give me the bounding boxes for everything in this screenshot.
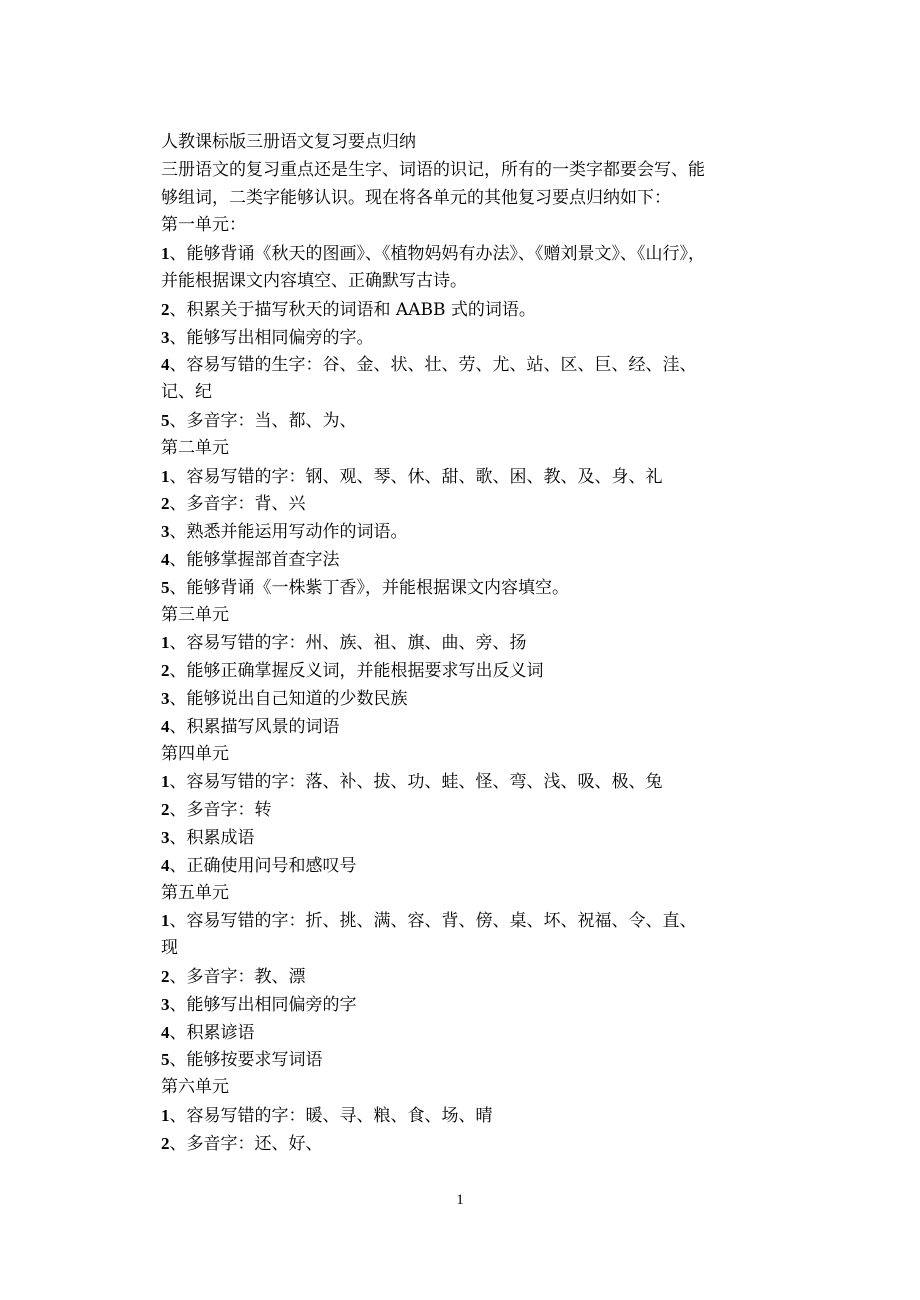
item-number: 5 xyxy=(161,1050,170,1070)
list-item xyxy=(161,629,771,657)
item-number: 1 xyxy=(161,1105,170,1125)
list-item xyxy=(161,713,771,741)
list-item xyxy=(161,1102,771,1130)
list-item xyxy=(161,685,771,713)
item-number: 4 xyxy=(161,716,170,736)
item-number: 5 xyxy=(161,577,170,597)
item-number: 4 xyxy=(161,1022,170,1042)
item-text: 、积累谚语 xyxy=(169,1022,255,1043)
item-number: 4 xyxy=(161,855,170,875)
list-item xyxy=(161,907,771,935)
item-text: 、容易写错的生字：谷、金、状、壮、劳、尤、站、区、巨、经、洼、 xyxy=(169,355,697,376)
item-text: 、多音字：教、漂 xyxy=(169,966,306,987)
item-text: 、容易写错的字：州、族、祖、旗、曲、旁、扬 xyxy=(169,633,527,654)
item-number: 2 xyxy=(161,1133,170,1153)
list-item xyxy=(161,324,771,352)
unit-heading: 第三单元 xyxy=(161,604,229,625)
unit-heading: 第二单元 xyxy=(161,437,229,458)
list-item xyxy=(161,768,771,796)
unit-heading: 第一单元： xyxy=(161,215,246,236)
unit-heading: 第五单元 xyxy=(161,882,229,903)
item-number: 2 xyxy=(161,299,170,319)
list-item xyxy=(161,518,771,546)
item-number: 3 xyxy=(161,327,170,347)
item-number: 2 xyxy=(161,494,170,514)
list-item xyxy=(161,852,771,880)
list-item xyxy=(161,240,771,268)
item-text: 、容易写错的字：折、挑、满、容、背、傍、桌、坏、祝福、令、直、 xyxy=(169,911,697,932)
item-number: 1 xyxy=(161,244,170,264)
item-text: 、积累描写风景的词语 xyxy=(169,716,340,737)
list-item xyxy=(161,963,771,991)
list-item xyxy=(161,407,771,435)
item-text: 、能够写出相同偏旁的字 xyxy=(169,994,357,1015)
list-item xyxy=(161,351,771,379)
item-number: 5 xyxy=(161,410,170,430)
item-number: 4 xyxy=(161,549,170,569)
item-text: 、容易写错的字：暖、寻、粮、食、场、晴 xyxy=(169,1105,493,1126)
item-text: 、多音字：背、兴 xyxy=(169,494,306,515)
intro-line: 三册语文的复习重点还是生字、词语的识记，所有的一类字都要会写、能 xyxy=(161,159,705,180)
item-text: 、能够掌握部首查字法 xyxy=(169,549,340,570)
list-item xyxy=(161,796,771,824)
item-text: 、能够写出相同偏旁的字。 xyxy=(169,327,374,348)
item-number: 3 xyxy=(161,522,170,542)
item-number: 3 xyxy=(161,827,170,847)
list-item xyxy=(161,546,771,574)
item-number: 4 xyxy=(161,355,170,375)
item-text: 、积累成语 xyxy=(169,827,255,848)
item-text: 、多音字：转 xyxy=(169,800,272,821)
list-item xyxy=(161,824,771,852)
list-item xyxy=(161,296,771,324)
item-text: 、能够背诵《秋天的图画》、《植物妈妈有办法》、《赠刘景文》、《山行》， xyxy=(169,244,705,265)
item-number: 1 xyxy=(161,466,170,486)
item-text: 、能够说出自己知道的少数民族 xyxy=(169,688,408,709)
unit-heading: 第四单元 xyxy=(161,743,229,764)
list-item-continuation: 记、纪 xyxy=(161,382,212,403)
list-item xyxy=(161,1130,771,1158)
document-title: 人教课标版三册语文复习要点归纳 xyxy=(161,132,416,152)
item-text: 、容易写错的字：钢、观、琴、休、甜、歌、困、教、及、身、礼 xyxy=(169,466,663,487)
list-item-continuation: 现 xyxy=(161,938,178,959)
item-text: 、容易写错的字：落、补、拔、功、蛙、怪、弯、浅、吸、极、兔 xyxy=(169,772,663,793)
list-item xyxy=(161,657,771,685)
item-number: 1 xyxy=(161,772,170,792)
list-item xyxy=(161,490,771,518)
list-item xyxy=(161,1019,771,1047)
list-item-continuation: 并能根据课文内容填空、正确默写古诗。 xyxy=(161,270,467,291)
item-number: 1 xyxy=(161,633,170,653)
list-item xyxy=(161,574,771,602)
item-text: 、积累关于描写秋天的词语和 AABB 式的词语。 xyxy=(169,299,536,320)
item-text: 、能够按要求写词语 xyxy=(169,1050,323,1071)
list-item xyxy=(161,1046,771,1074)
item-text: 、能够背诵《一株紫丁香》，并能根据课文内容填空。 xyxy=(169,577,569,598)
item-text: 、熟悉并能运用写动作的词语。 xyxy=(169,522,408,543)
item-text: 、正确使用问号和感叹号 xyxy=(169,855,357,876)
page-number: 1 xyxy=(456,1192,464,1208)
list-item xyxy=(161,991,771,1019)
item-number: 2 xyxy=(161,966,170,986)
item-text: 、能够正确掌握反义词，并能根据要求写出反义词 xyxy=(169,661,544,682)
unit-heading: 第六单元 xyxy=(161,1077,229,1098)
document-content xyxy=(161,129,771,1157)
item-number: 3 xyxy=(161,994,170,1014)
list-item xyxy=(161,463,771,491)
item-text: 、多音字：当、都、为、 xyxy=(169,410,357,431)
item-number: 2 xyxy=(161,800,170,820)
item-number: 2 xyxy=(161,661,170,681)
item-number: 1 xyxy=(161,911,170,931)
item-number: 3 xyxy=(161,688,170,708)
intro-line: 够组词，二类字能够认识。现在将各单元的其他复习要点归纳如下： xyxy=(161,187,671,208)
item-text: 、多音字：还、好、 xyxy=(169,1133,323,1154)
